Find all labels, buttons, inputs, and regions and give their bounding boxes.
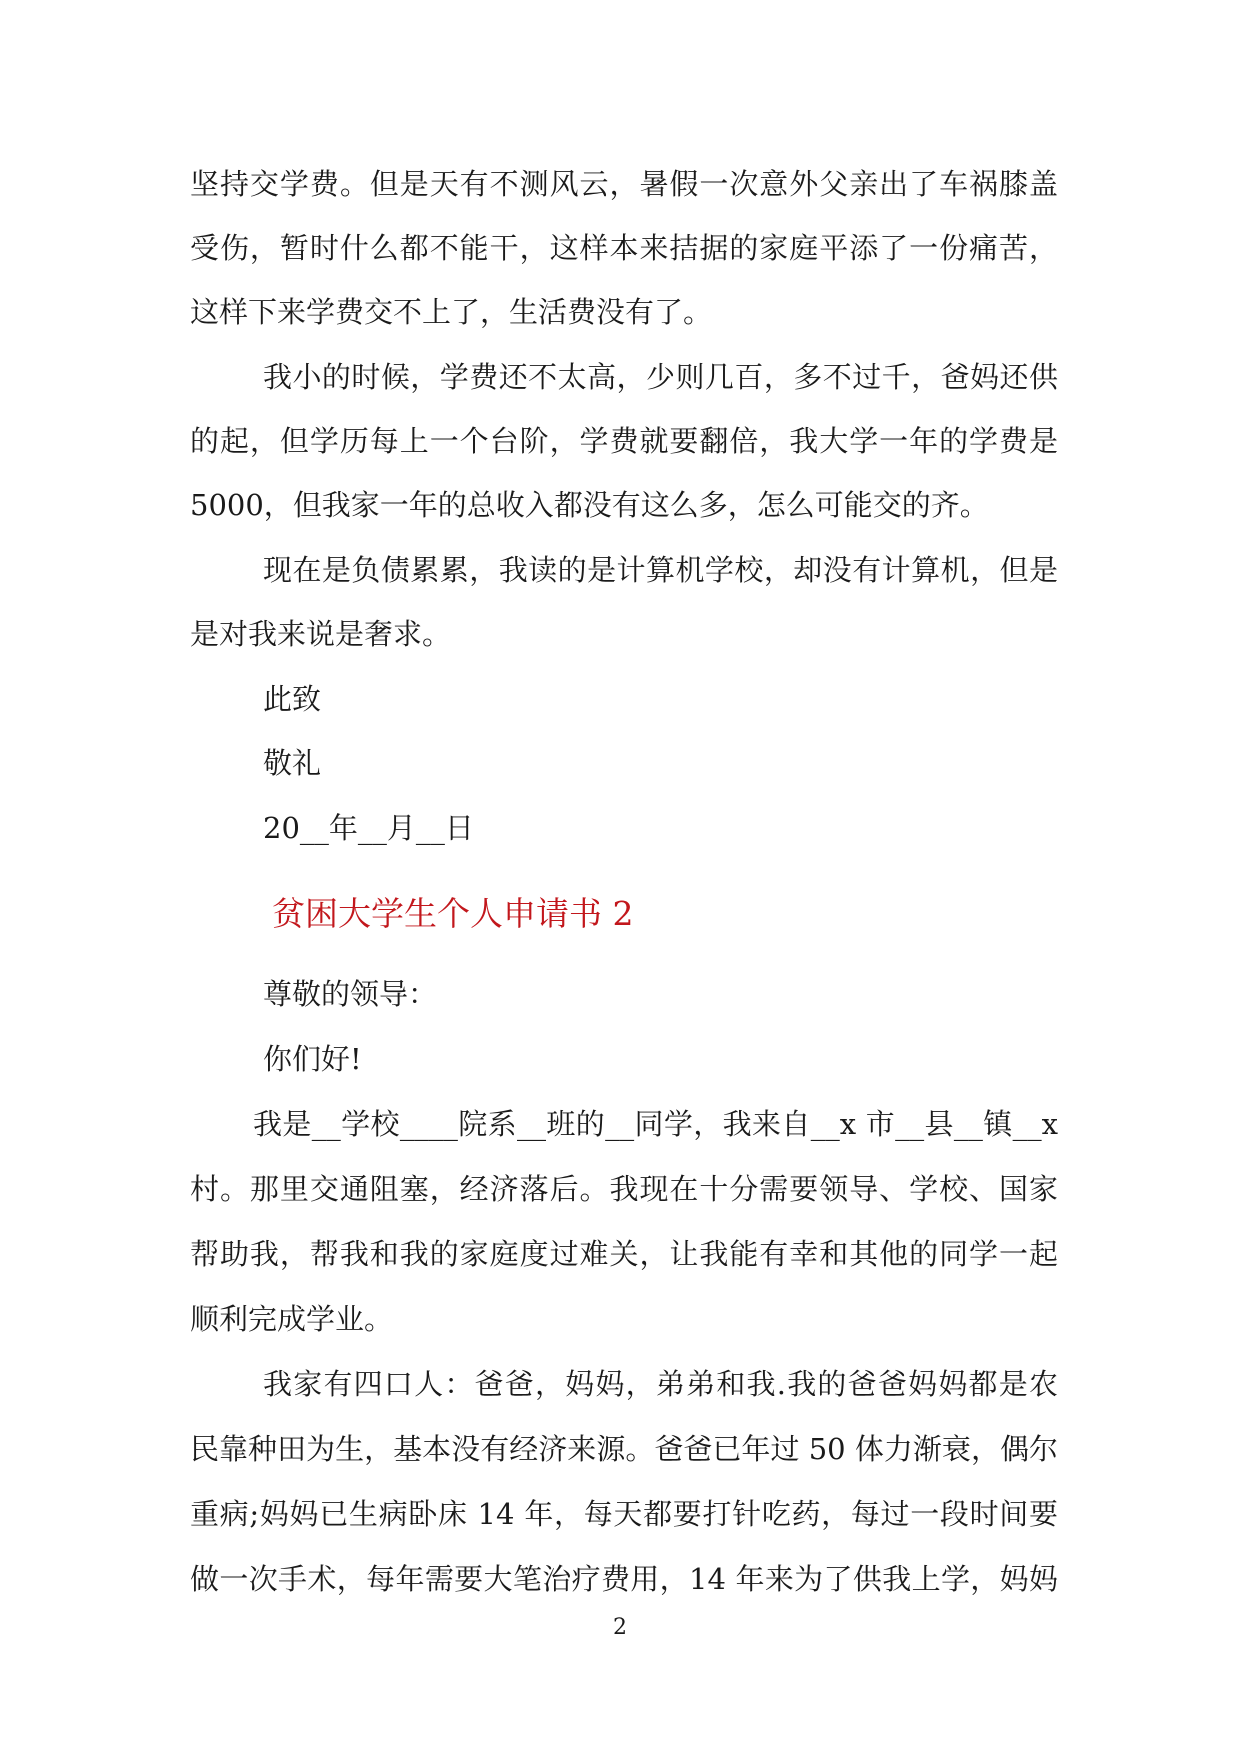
paragraph-line: 这样下来学费交不上了，生活费没有了。: [190, 295, 713, 329]
paragraph-line: 是对我来说是奢求。: [190, 617, 452, 651]
salutation-line: 尊敬的领导：: [263, 977, 438, 1011]
paragraph-line: 我是__学校____院系__班的__同学，我来自__x 市__县__镇__x: [253, 1107, 1058, 1141]
paragraph-line: 帮助我，帮我和我的家庭度过难关，让我能有幸和其他的同学一起: [190, 1237, 1058, 1271]
greeting-line: 你们好!: [263, 1042, 362, 1076]
closing-line: 此致: [263, 682, 322, 716]
paragraph-line: 做一次手术，每年需要大笔治疗费用，14 年来为了供我上学，妈妈: [190, 1562, 1058, 1596]
page-number: 2: [613, 1615, 627, 1640]
date-line: 20__年__月__日: [263, 811, 474, 845]
paragraph-line: 现在是负债累累，我读的是计算机学校，却没有计算机，但是: [263, 553, 1058, 587]
section-heading: 贫困大学生个人申请书 2: [272, 894, 634, 933]
paragraph-line: 我小的时候，学费还不太高，少则几百，多不过千，爸妈还供: [263, 360, 1058, 394]
paragraph-line: 受伤，暂时什么都不能干，这样本来拮据的家庭平添了一份痛苦，: [190, 231, 1058, 265]
closing-line: 敬礼: [263, 746, 322, 780]
paragraph-line: 我家有四口人：爸爸，妈妈，弟弟和我.我的爸爸妈妈都是农: [263, 1367, 1058, 1401]
paragraph-line: 坚持交学费。但是天有不测风云，暑假一次意外父亲出了车祸膝盖: [190, 167, 1058, 201]
paragraph-line: 村。那里交通阻塞，经济落后。我现在十分需要领导、学校、国家: [190, 1172, 1058, 1206]
paragraph-line: 的起，但学历每上一个台阶，学费就要翻倍，我大学一年的学费是: [190, 424, 1058, 458]
paragraph-line: 顺利完成学业。: [190, 1302, 394, 1336]
paragraph-line: 重病;妈妈已生病卧床 14 年，每天都要打针吃药，每过一段时间要: [190, 1497, 1058, 1531]
paragraph-line: 民靠种田为生，基本没有经济来源。爸爸已年过 50 体力渐衰，偶尔: [190, 1432, 1058, 1466]
paragraph-line: 5000，但我家一年的总收入都没有这么多，怎么可能交的齐。: [190, 488, 989, 522]
